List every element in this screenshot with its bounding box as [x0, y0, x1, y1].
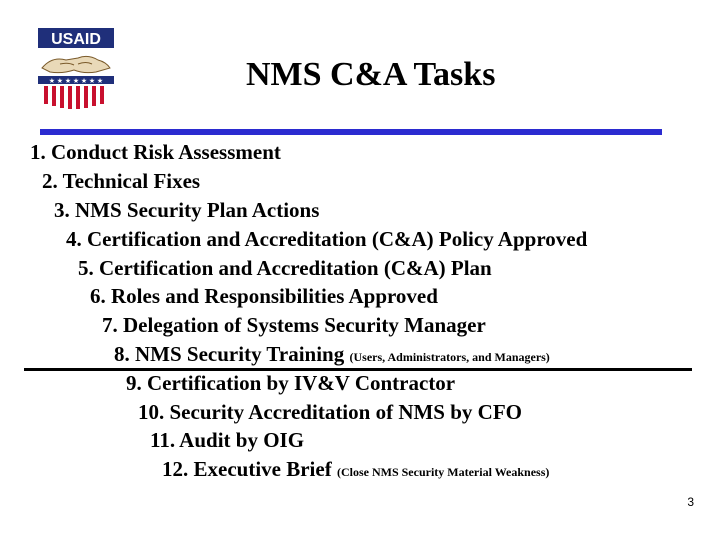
usaid-logo [38, 28, 114, 110]
task-item-7 [102, 313, 486, 337]
logo-text: USAID [51, 31, 101, 48]
task-label: 7. Delegation of Systems Security Manager [102, 313, 486, 337]
task-label: 3. NMS Security Plan Actions [54, 198, 320, 222]
task-item-10 [138, 400, 522, 424]
task-label: 4. Certification and Accreditation (C&A) Policy Approved [66, 227, 588, 251]
task-item-6 [90, 284, 438, 308]
svg-text:★ ★ ★ ★ ★ ★ ★: ★ ★ ★ ★ ★ ★ ★ [48, 77, 104, 85]
task-item-11 [150, 428, 304, 452]
task-note: (Users, Administrators, and Managers) [349, 350, 550, 364]
task-label: 8. NMS Security Training [114, 342, 350, 366]
task-item-2 [42, 169, 200, 193]
task-item-5 [78, 256, 492, 280]
task-label: 9. Certification by IV&V Contractor [126, 371, 456, 395]
task-label: 5. Certification and Accreditation (C&A) Plan [78, 256, 492, 280]
task-item-8 [114, 342, 550, 369]
task-item-3 [54, 198, 319, 222]
page-number: 3 [687, 495, 694, 509]
task-label: 10. Security Accreditation of NMS by CFO [138, 400, 522, 424]
task-note: (Close NMS Security Material Weakness) [336, 465, 550, 479]
task-label: 12. Executive Brief [162, 457, 337, 481]
task-label: 2. Technical Fixes [42, 169, 201, 193]
page-title: NMS C&A Tasks [246, 56, 496, 93]
task-label: 1. Conduct Risk Assessment [30, 140, 281, 164]
task-item-4 [66, 227, 587, 251]
task-item-9 [126, 371, 455, 395]
title-divider [40, 129, 662, 135]
task-item-1 [30, 140, 281, 164]
task-label: 11. Audit by OIG [150, 428, 305, 452]
task-item-12 [162, 457, 549, 484]
task-label: 6. Roles and Responsibilities Approved [90, 284, 438, 308]
